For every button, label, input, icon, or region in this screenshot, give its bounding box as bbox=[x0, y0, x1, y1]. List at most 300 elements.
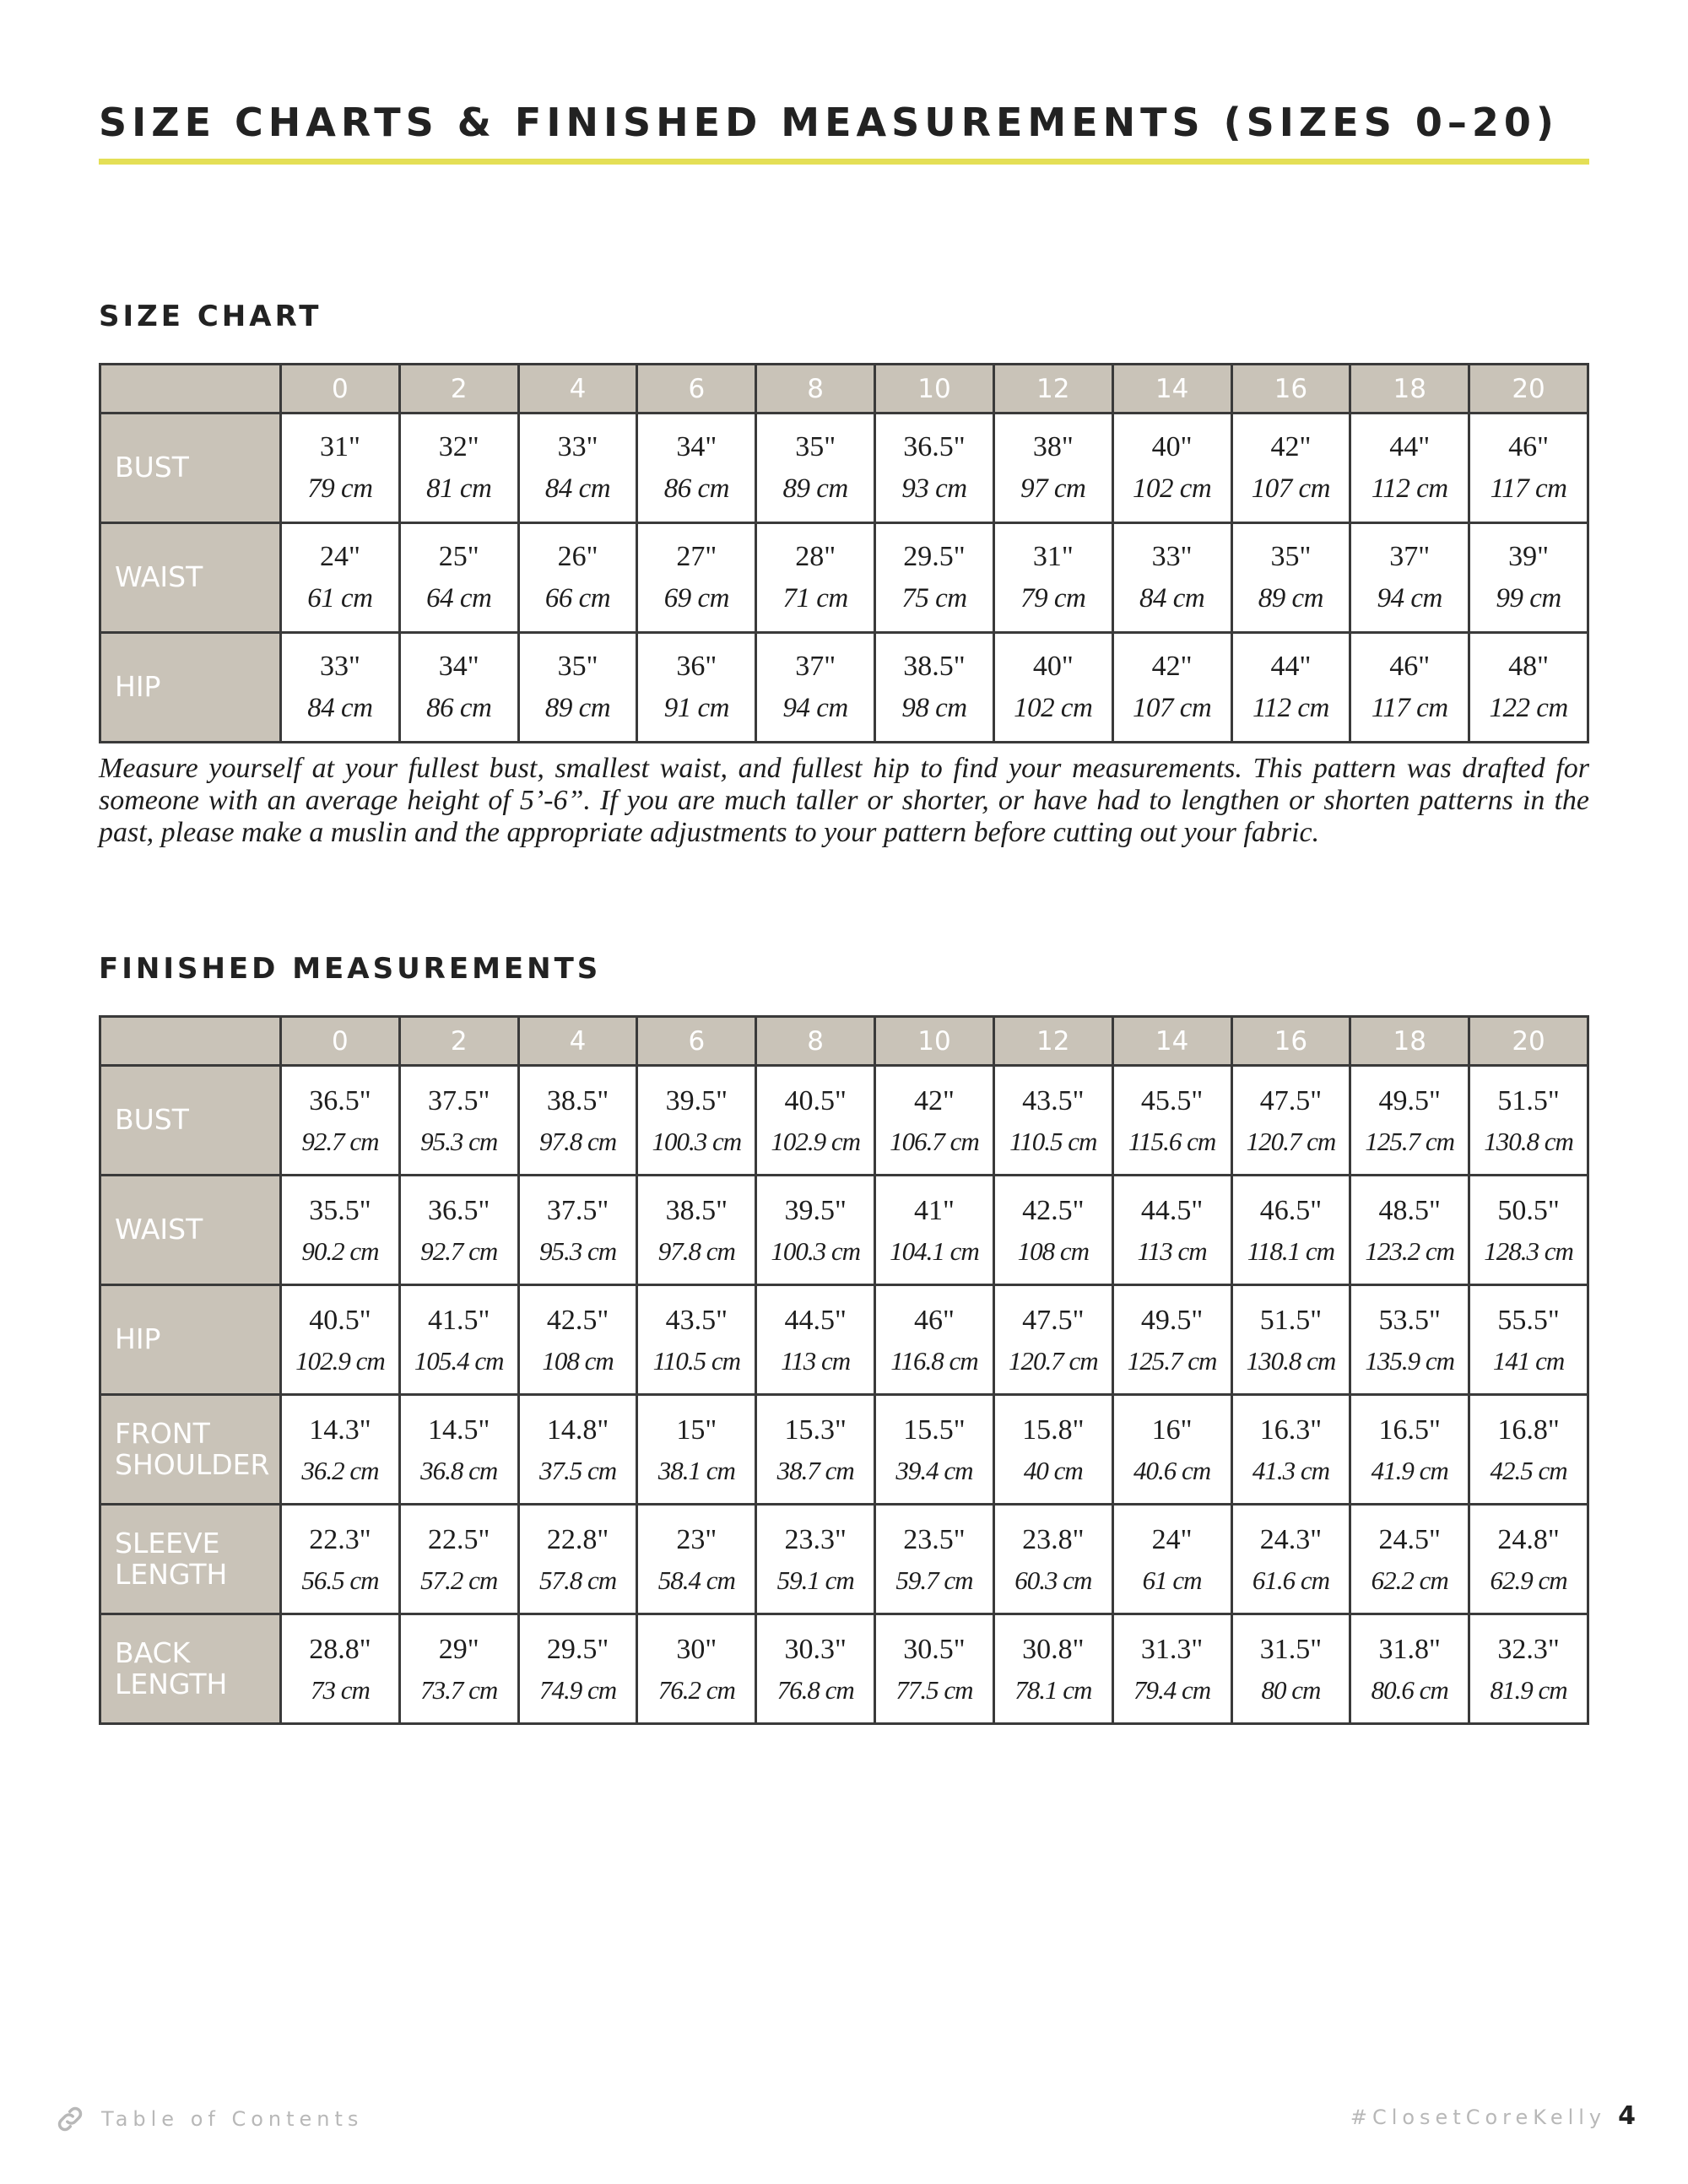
measurement-cell bbox=[875, 1285, 994, 1395]
measurement-cell bbox=[518, 1066, 637, 1176]
inches-value: 28.8" bbox=[309, 1633, 371, 1665]
inches-value: 24" bbox=[319, 541, 360, 573]
size-header: 2 bbox=[399, 365, 518, 414]
measurement-cell bbox=[875, 414, 994, 523]
cm-value: 102 cm bbox=[1014, 693, 1093, 724]
inches-value: 39.5" bbox=[784, 1194, 847, 1226]
measurement-cell bbox=[1112, 1285, 1231, 1395]
inches-value: 23.8" bbox=[1022, 1523, 1085, 1555]
cm-value: 113 cm bbox=[1137, 1235, 1207, 1266]
cm-value: 62.2 cm bbox=[1371, 1565, 1448, 1595]
measurement-cell bbox=[1231, 414, 1350, 523]
measurement-cell bbox=[993, 1285, 1112, 1395]
measurement-cell bbox=[875, 633, 994, 743]
measurement-cell bbox=[993, 1614, 1112, 1724]
measurement-cell bbox=[1112, 633, 1231, 743]
header-row bbox=[100, 1017, 1588, 1066]
cm-value: 60.3 cm bbox=[1014, 1565, 1092, 1595]
measurement-cell bbox=[281, 633, 400, 743]
measurement-cell bbox=[637, 1176, 756, 1285]
inches-value: 44.5" bbox=[784, 1304, 847, 1336]
inches-value: 22.5" bbox=[428, 1523, 490, 1555]
cm-value: 76.2 cm bbox=[657, 1674, 735, 1705]
inches-value: 16" bbox=[1151, 1414, 1193, 1446]
cm-value: 116.8 cm bbox=[890, 1345, 978, 1376]
inches-value: 32" bbox=[438, 431, 479, 463]
measurement-cell bbox=[1231, 1176, 1350, 1285]
measurement-cell bbox=[875, 1066, 994, 1176]
table-row bbox=[100, 1066, 1588, 1176]
inches-value: 41" bbox=[914, 1194, 955, 1226]
inches-value: 24" bbox=[1151, 1523, 1193, 1555]
cm-value: 37.5 cm bbox=[538, 1455, 617, 1485]
measurement-cell bbox=[1469, 414, 1588, 523]
measurement-cell bbox=[1469, 1176, 1588, 1285]
inches-value: 15.3" bbox=[784, 1414, 847, 1446]
cm-value: 113 cm bbox=[781, 1345, 851, 1376]
footer-right bbox=[1350, 2101, 1636, 2131]
page-title: SIZE CHARTS & FINISHED MEASUREMENTS (SIZES 0–20) bbox=[99, 100, 1559, 145]
measurement-cell bbox=[399, 523, 518, 633]
cm-value: 90.2 cm bbox=[301, 1235, 379, 1266]
cm-value: 84 cm bbox=[307, 693, 373, 724]
inches-value: 35.5" bbox=[309, 1194, 371, 1226]
measurement-cell bbox=[1469, 633, 1588, 743]
cm-value: 91 cm bbox=[663, 693, 729, 724]
inches-value: 42" bbox=[1270, 431, 1312, 463]
cm-value: 56.5 cm bbox=[301, 1565, 379, 1595]
cm-value: 92.7 cm bbox=[301, 1126, 379, 1156]
cm-value: 117 cm bbox=[1371, 693, 1448, 724]
measurement-cell bbox=[399, 1176, 518, 1285]
link-icon bbox=[54, 2103, 86, 2135]
measurement-cell bbox=[756, 1066, 875, 1176]
inches-value: 43.5" bbox=[1022, 1084, 1085, 1116]
measurement-cell bbox=[1469, 1285, 1588, 1395]
measurement-cell bbox=[1350, 523, 1469, 633]
cm-value: 86 cm bbox=[663, 473, 729, 505]
cm-value: 100.3 cm bbox=[771, 1235, 860, 1266]
cm-value: 61 cm bbox=[307, 583, 373, 614]
measurement-cell bbox=[637, 1395, 756, 1505]
cm-value: 38.7 cm bbox=[776, 1455, 854, 1485]
measurement-cell bbox=[1350, 1614, 1469, 1724]
row-label: WAIST bbox=[100, 523, 281, 633]
measurement-cell bbox=[518, 1176, 637, 1285]
cm-value: 106.7 cm bbox=[890, 1126, 979, 1156]
inches-value: 44.5" bbox=[1140, 1194, 1204, 1226]
inches-value: 30.3" bbox=[784, 1633, 847, 1665]
measurement-cell bbox=[993, 523, 1112, 633]
inches-value: 31.5" bbox=[1259, 1633, 1323, 1665]
inches-value: 35" bbox=[557, 651, 598, 683]
cm-value: 120.7 cm bbox=[1246, 1126, 1336, 1156]
inches-value: 31" bbox=[319, 431, 360, 463]
size-chart-table bbox=[99, 363, 1589, 743]
cm-value: 97.8 cm bbox=[538, 1126, 617, 1156]
size-header: 6 bbox=[637, 1017, 756, 1066]
inches-value: 31.8" bbox=[1378, 1633, 1441, 1665]
inches-value: 43.5" bbox=[665, 1304, 728, 1336]
inches-value: 33" bbox=[557, 431, 598, 463]
inches-value: 23.5" bbox=[903, 1523, 966, 1555]
inches-value: 47.5" bbox=[1022, 1304, 1085, 1336]
inches-value: 41.5" bbox=[428, 1304, 490, 1336]
measurement-cell bbox=[756, 633, 875, 743]
measurement-cell bbox=[1350, 633, 1469, 743]
measurement-cell bbox=[399, 1505, 518, 1614]
inches-value: 16.3" bbox=[1259, 1414, 1323, 1446]
measurement-cell bbox=[399, 1614, 518, 1724]
measurement-cell bbox=[1112, 1395, 1231, 1505]
measurement-cell bbox=[1112, 1066, 1231, 1176]
inches-value: 15.5" bbox=[903, 1414, 966, 1446]
page-number: 4 bbox=[1618, 2101, 1636, 2131]
cm-value: 112 cm bbox=[1252, 693, 1329, 724]
table-row bbox=[100, 1176, 1588, 1285]
cm-value: 112 cm bbox=[1371, 473, 1448, 505]
finished-measurements-table bbox=[99, 1015, 1589, 1725]
inches-value: 46" bbox=[914, 1304, 955, 1336]
table-of-contents-link[interactable] bbox=[54, 2103, 363, 2135]
measurement-cell bbox=[281, 1395, 400, 1505]
inches-value: 14.3" bbox=[309, 1414, 371, 1446]
size-header: 4 bbox=[518, 1017, 637, 1066]
cm-value: 80.6 cm bbox=[1371, 1674, 1448, 1705]
cm-value: 62.9 cm bbox=[1490, 1565, 1567, 1595]
measurement-cell bbox=[1112, 414, 1231, 523]
measurement-cell bbox=[756, 1614, 875, 1724]
size-header: 10 bbox=[875, 365, 994, 414]
measurement-cell bbox=[518, 1505, 637, 1614]
measurement-cell bbox=[518, 1614, 637, 1724]
size-header: 20 bbox=[1469, 1017, 1588, 1066]
hashtag: #ClosetCoreKelly bbox=[1350, 2106, 1607, 2129]
measurement-cell bbox=[1350, 1395, 1469, 1505]
inches-value: 37.5" bbox=[428, 1084, 490, 1116]
corner-cell bbox=[100, 365, 281, 414]
cm-value: 61 cm bbox=[1142, 1565, 1202, 1595]
measurement-cell bbox=[875, 1505, 994, 1614]
table-row bbox=[100, 1395, 1588, 1505]
inches-value: 28" bbox=[795, 541, 836, 573]
size-header: 16 bbox=[1231, 1017, 1350, 1066]
measurement-cell bbox=[518, 1395, 637, 1505]
inches-value: 42.5" bbox=[546, 1304, 609, 1336]
cm-value: 110.5 cm bbox=[1009, 1126, 1097, 1156]
cm-value: 74.9 cm bbox=[538, 1674, 617, 1705]
inches-value: 46.5" bbox=[1259, 1194, 1323, 1226]
inches-value: 48" bbox=[1508, 651, 1549, 683]
measurement-cell bbox=[518, 633, 637, 743]
cm-value: 105.4 cm bbox=[414, 1345, 504, 1376]
measurement-cell bbox=[281, 1614, 400, 1724]
cm-value: 125.7 cm bbox=[1365, 1126, 1455, 1156]
inches-value: 40.5" bbox=[784, 1084, 847, 1116]
cm-value: 89 cm bbox=[1258, 583, 1324, 614]
cm-value: 89 cm bbox=[544, 693, 611, 724]
cm-value: 86 cm bbox=[426, 693, 492, 724]
cm-value: 92.7 cm bbox=[420, 1235, 498, 1266]
measurement-cell bbox=[756, 1285, 875, 1395]
measurement-cell bbox=[875, 523, 994, 633]
table-row bbox=[100, 1285, 1588, 1395]
cm-value: 104.1 cm bbox=[890, 1235, 979, 1266]
size-header: 4 bbox=[518, 365, 637, 414]
cm-value: 97.8 cm bbox=[657, 1235, 735, 1266]
table-row bbox=[100, 414, 1588, 523]
inches-value: 32.3" bbox=[1497, 1633, 1560, 1665]
cm-value: 130.8 cm bbox=[1484, 1126, 1573, 1156]
measurement-cell bbox=[993, 1395, 1112, 1505]
inches-value: 23.3" bbox=[784, 1523, 847, 1555]
cm-value: 41.3 cm bbox=[1252, 1455, 1329, 1485]
size-header: 14 bbox=[1112, 1017, 1231, 1066]
size-chart-heading: SIZE CHART bbox=[99, 300, 322, 333]
cm-value: 130.8 cm bbox=[1246, 1345, 1336, 1376]
size-header: 18 bbox=[1350, 365, 1469, 414]
cm-value: 66 cm bbox=[544, 583, 611, 614]
inches-value: 22.8" bbox=[546, 1523, 609, 1555]
cm-value: 57.8 cm bbox=[538, 1565, 617, 1595]
measurement-cell bbox=[1231, 633, 1350, 743]
measurement-cell bbox=[1469, 1614, 1588, 1724]
measurement-cell bbox=[637, 414, 756, 523]
inches-value: 37" bbox=[1389, 541, 1431, 573]
inches-value: 35" bbox=[1270, 541, 1312, 573]
size-header: 0 bbox=[281, 365, 400, 414]
cm-value: 57.2 cm bbox=[420, 1565, 498, 1595]
inches-value: 49.5" bbox=[1140, 1304, 1204, 1336]
size-header: 6 bbox=[637, 365, 756, 414]
measurement-cell bbox=[281, 1285, 400, 1395]
size-header: 10 bbox=[875, 1017, 994, 1066]
cm-value: 102.9 cm bbox=[771, 1126, 860, 1156]
measurement-cell bbox=[875, 1176, 994, 1285]
cm-value: 77.5 cm bbox=[895, 1674, 973, 1705]
cm-value: 40 cm bbox=[1023, 1455, 1083, 1485]
cm-value: 107 cm bbox=[1251, 473, 1331, 505]
cm-value: 110.5 cm bbox=[652, 1345, 741, 1376]
measurement-cell bbox=[637, 1285, 756, 1395]
measurement-cell bbox=[399, 1395, 518, 1505]
cm-value: 36.2 cm bbox=[301, 1455, 379, 1485]
inches-value: 24.8" bbox=[1497, 1523, 1560, 1555]
inches-value: 38.5" bbox=[665, 1194, 728, 1226]
title-underline bbox=[99, 159, 1589, 165]
inches-value: 34" bbox=[438, 651, 479, 683]
measurement-cell bbox=[637, 633, 756, 743]
size-header: 20 bbox=[1469, 365, 1588, 414]
inches-value: 39" bbox=[1508, 541, 1549, 573]
inches-value: 37" bbox=[795, 651, 836, 683]
inches-value: 38" bbox=[1032, 431, 1074, 463]
measurement-cell bbox=[637, 523, 756, 633]
table-row bbox=[100, 1505, 1588, 1614]
cm-value: 102 cm bbox=[1132, 473, 1212, 505]
inches-value: 24.3" bbox=[1259, 1523, 1323, 1555]
measurement-cell bbox=[756, 414, 875, 523]
measurement-cell bbox=[1350, 1285, 1469, 1395]
size-header: 18 bbox=[1350, 1017, 1469, 1066]
measurement-cell bbox=[1469, 1066, 1588, 1176]
row-label: BUST bbox=[100, 1066, 281, 1176]
size-header: 12 bbox=[993, 365, 1112, 414]
inches-value: 36.5" bbox=[428, 1194, 490, 1226]
cm-value: 94 cm bbox=[1377, 583, 1442, 614]
inches-value: 44" bbox=[1389, 431, 1431, 463]
cm-value: 79.4 cm bbox=[1133, 1674, 1211, 1705]
cm-value: 102.9 cm bbox=[295, 1345, 385, 1376]
cm-value: 141 cm bbox=[1492, 1345, 1565, 1376]
measurement-cell bbox=[518, 523, 637, 633]
measurement-cell bbox=[1350, 1505, 1469, 1614]
inches-value: 42" bbox=[914, 1084, 955, 1116]
row-label: WAIST bbox=[100, 1176, 281, 1285]
inches-value: 45.5" bbox=[1140, 1084, 1204, 1116]
cm-value: 76.8 cm bbox=[776, 1674, 854, 1705]
measurement-cell bbox=[993, 1505, 1112, 1614]
measurement-cell bbox=[399, 414, 518, 523]
cm-value: 36.8 cm bbox=[420, 1455, 498, 1485]
cm-value: 78.1 cm bbox=[1014, 1674, 1092, 1705]
measurement-cell bbox=[756, 523, 875, 633]
inches-value: 15" bbox=[676, 1414, 717, 1446]
inches-value: 29" bbox=[438, 1633, 479, 1665]
cm-value: 120.7 cm bbox=[1008, 1345, 1098, 1376]
inches-value: 29.5" bbox=[546, 1633, 609, 1665]
measurement-cell bbox=[1112, 1614, 1231, 1724]
measurement-cell bbox=[756, 1176, 875, 1285]
cm-value: 73.7 cm bbox=[420, 1674, 498, 1705]
measurement-cell bbox=[993, 414, 1112, 523]
inches-value: 27" bbox=[676, 541, 717, 573]
measurement-cell bbox=[399, 1066, 518, 1176]
inches-value: 16.5" bbox=[1378, 1414, 1441, 1446]
inches-value: 26" bbox=[557, 541, 598, 573]
cm-value: 80 cm bbox=[1261, 1674, 1321, 1705]
measurement-cell bbox=[1231, 1395, 1350, 1505]
inches-value: 40.5" bbox=[309, 1304, 371, 1336]
cm-value: 69 cm bbox=[663, 583, 729, 614]
cm-value: 123.2 cm bbox=[1365, 1235, 1455, 1266]
inches-value: 55.5" bbox=[1497, 1304, 1560, 1336]
inches-value: 36" bbox=[676, 651, 717, 683]
inches-value: 22.3" bbox=[309, 1523, 371, 1555]
size-chart-note: Measure yourself at your fullest bust, smallest waist, and fullest hip to find your measurements. This pattern was drafted for someone with an average height of 5’-6”. If you are much taller or shorter, or have had to lengthen or shorten patterns in the past, please make a muslin and the appropriate adjustments to your pattern before cutting out your fabric. bbox=[99, 753, 1589, 848]
measurement-cell bbox=[1469, 1395, 1588, 1505]
inches-value: 40" bbox=[1032, 651, 1074, 683]
inches-value: 35" bbox=[795, 431, 836, 463]
cm-value: 128.3 cm bbox=[1484, 1235, 1573, 1266]
inches-value: 30.5" bbox=[903, 1633, 966, 1665]
row-label: HIP bbox=[100, 633, 281, 743]
measurement-cell bbox=[1112, 523, 1231, 633]
cm-value: 117 cm bbox=[1490, 473, 1567, 505]
table-row bbox=[100, 1614, 1588, 1724]
cm-value: 39.4 cm bbox=[895, 1455, 973, 1485]
measurement-cell bbox=[875, 1614, 994, 1724]
inches-value: 39.5" bbox=[665, 1084, 728, 1116]
size-header: 16 bbox=[1231, 365, 1350, 414]
inches-value: 40" bbox=[1151, 431, 1193, 463]
cm-value: 73 cm bbox=[310, 1674, 370, 1705]
cm-value: 98 cm bbox=[901, 693, 967, 724]
measurement-cell bbox=[1231, 1285, 1350, 1395]
row-label: HIP bbox=[100, 1285, 281, 1395]
table-of-contents-label: Table of Contents bbox=[101, 2107, 364, 2131]
row-label: BUST bbox=[100, 414, 281, 523]
measurement-cell bbox=[1231, 1066, 1350, 1176]
cm-value: 89 cm bbox=[782, 473, 848, 505]
inches-value: 47.5" bbox=[1259, 1084, 1323, 1116]
row-label: SLEEVE LENGTH bbox=[100, 1505, 281, 1614]
table-row bbox=[100, 633, 1588, 743]
measurement-cell bbox=[1350, 1066, 1469, 1176]
cm-value: 42.5 cm bbox=[1490, 1455, 1567, 1485]
row-label: BACK LENGTH bbox=[100, 1614, 281, 1724]
inches-value: 15.8" bbox=[1022, 1414, 1085, 1446]
inches-value: 53.5" bbox=[1378, 1304, 1441, 1336]
inches-value: 25" bbox=[438, 541, 479, 573]
inches-value: 42.5" bbox=[1022, 1194, 1085, 1226]
cm-value: 79 cm bbox=[307, 473, 373, 505]
cm-value: 99 cm bbox=[1496, 583, 1561, 614]
inches-value: 33" bbox=[319, 651, 360, 683]
inches-value: 30.8" bbox=[1022, 1633, 1085, 1665]
inches-value: 51.5" bbox=[1259, 1304, 1323, 1336]
cm-value: 122 cm bbox=[1489, 693, 1568, 724]
cm-value: 94 cm bbox=[782, 693, 848, 724]
cm-value: 100.3 cm bbox=[652, 1126, 742, 1156]
inches-value: 29.5" bbox=[903, 541, 966, 573]
cm-value: 95.3 cm bbox=[420, 1126, 498, 1156]
measurement-cell bbox=[1112, 1505, 1231, 1614]
cm-value: 118.1 cm bbox=[1247, 1235, 1335, 1266]
measurement-cell bbox=[756, 1395, 875, 1505]
cm-value: 97 cm bbox=[1020, 473, 1086, 505]
cm-value: 81.9 cm bbox=[1490, 1674, 1567, 1705]
measurement-cell bbox=[1231, 523, 1350, 633]
inches-value: 50.5" bbox=[1497, 1194, 1560, 1226]
inches-value: 31" bbox=[1032, 541, 1074, 573]
cm-value: 84 cm bbox=[544, 473, 611, 505]
measurement-cell bbox=[281, 1066, 400, 1176]
cm-value: 108 cm bbox=[1017, 1235, 1089, 1266]
cm-value: 125.7 cm bbox=[1127, 1345, 1217, 1376]
inches-value: 46" bbox=[1389, 651, 1431, 683]
cm-value: 93 cm bbox=[901, 473, 967, 505]
cm-value: 38.1 cm bbox=[657, 1455, 735, 1485]
cm-value: 84 cm bbox=[1139, 583, 1205, 614]
corner-cell bbox=[100, 1017, 281, 1066]
measurement-cell bbox=[756, 1505, 875, 1614]
inches-value: 42" bbox=[1151, 651, 1193, 683]
measurement-cell bbox=[399, 633, 518, 743]
cm-value: 79 cm bbox=[1020, 583, 1086, 614]
measurement-cell bbox=[281, 414, 400, 523]
inches-value: 36.5" bbox=[309, 1084, 371, 1116]
inches-value: 36.5" bbox=[903, 431, 966, 463]
cm-value: 59.1 cm bbox=[776, 1565, 854, 1595]
measurement-cell bbox=[875, 1395, 994, 1505]
inches-value: 23" bbox=[676, 1523, 717, 1555]
measurement-cell bbox=[1350, 1176, 1469, 1285]
measurement-cell bbox=[1469, 1505, 1588, 1614]
measurement-cell bbox=[281, 1176, 400, 1285]
inches-value: 51.5" bbox=[1497, 1084, 1560, 1116]
inches-value: 24.5" bbox=[1378, 1523, 1441, 1555]
